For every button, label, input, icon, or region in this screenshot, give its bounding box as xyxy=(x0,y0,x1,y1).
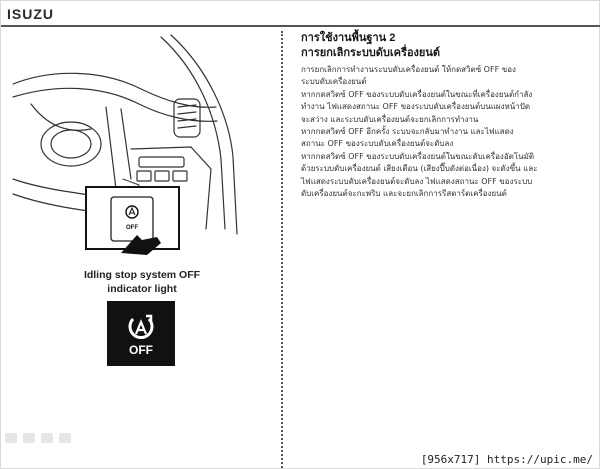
caption-line-2: indicator light xyxy=(107,283,177,295)
dashboard-illustration xyxy=(11,29,273,264)
text-line: ทำงาน ไฟแสดงสถานะ OFF ของระบบดับเครื่องยนต์บนแผงหน้าปัด xyxy=(301,102,531,112)
text-line: การยกเลิกการทำงานระบบดับเครื่องยนต์ ให้กดสวิตซ์ OFF ของ xyxy=(301,65,516,74)
menu-icon[interactable] xyxy=(41,433,53,443)
column-divider xyxy=(281,31,283,468)
image-host-watermark: [956x717] https://upic.me/ xyxy=(420,453,593,466)
indicator-caption xyxy=(61,268,223,296)
text-line: ด้วยระบบดับเครื่องยนต์ เสียงเตือน (เสียงปี๊บดังต่อเนื่อง) จะดังขึ้น และ xyxy=(301,164,538,174)
back-icon[interactable] xyxy=(5,433,17,443)
text-line: หากกดสวิตซ์ OFF ของระบบดับเครื่องยนต์ในขณะดับเครื่องอัตโนมัติ xyxy=(301,151,535,161)
idle-stop-off-indicator xyxy=(107,301,175,366)
caption-line-1: Idling stop system OFF xyxy=(83,269,201,281)
footer-toolbar xyxy=(5,433,71,443)
text-line: ระบบดับเครื่องยนต์ xyxy=(301,77,367,87)
switch-off-label: OFF xyxy=(126,225,138,231)
section-title xyxy=(301,31,581,61)
text-line: ดับเครื่องยนต์จะกะพริบ และจะยกเลิกการรีสตาร์ตเครื่องยนต์ xyxy=(301,189,507,199)
section-title-line-2: การยกเลิกระบบดับเครื่องยนต์ xyxy=(301,47,441,59)
section-title-line-1: การใช้งานพื้นฐาน 2 xyxy=(301,32,396,44)
forward-icon[interactable] xyxy=(59,433,71,443)
indicator-off-label: OFF xyxy=(129,343,153,357)
text-line: จะสว่าง และระบบดับเครื่องยนต์จะยกเลิกการทำงาน xyxy=(301,114,479,124)
idle-stop-icon xyxy=(107,301,175,366)
brand-logo: ISUZU xyxy=(7,6,54,22)
text-line: ไฟแสดงระบบดับเครื่องยนต์จะดับลง ไฟแสดงสถานะ OFF ของระบบ xyxy=(301,176,533,186)
edit-icon[interactable] xyxy=(23,433,35,443)
text-line: สถานะ OFF ของระบบดับเครื่องยนต์จะดับลง xyxy=(301,139,454,149)
header-rule xyxy=(1,25,600,27)
text-line: หากกดสวิตซ์ OFF อีกครั้ง ระบบจะกลับมาทำงาน และไฟแสดง xyxy=(301,127,514,137)
page-header xyxy=(1,1,600,27)
text-line: หากกดสวิตซ์ OFF ของระบบดับเครื่องยนต์ในขณะที่เครื่องยนต์กำลัง xyxy=(301,89,533,99)
instruction-text xyxy=(301,64,581,200)
instruction-column xyxy=(301,31,581,200)
